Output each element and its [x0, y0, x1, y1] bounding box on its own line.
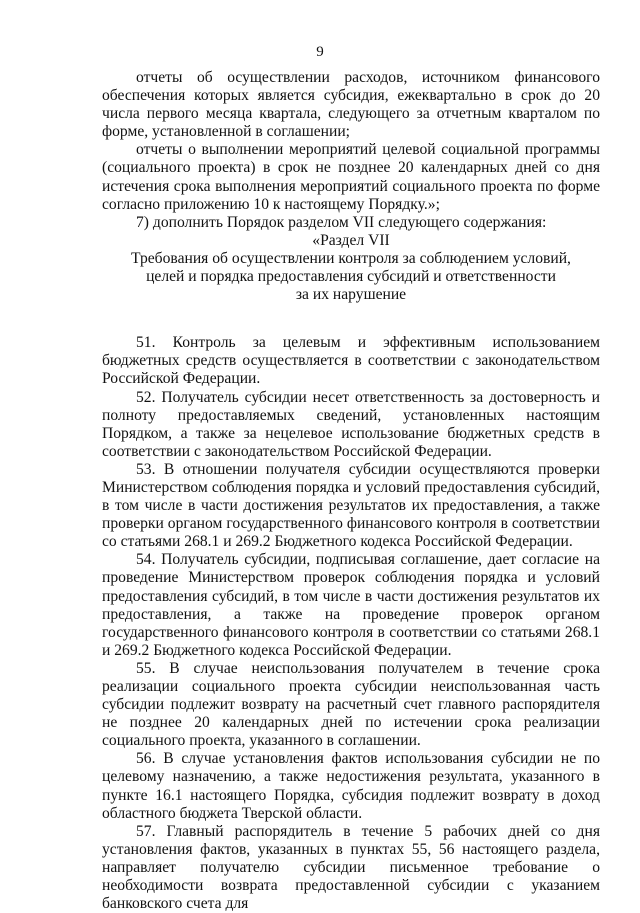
section-heading-line-2: целей и порядка предоставления субсидий и ответственности [146, 268, 556, 286]
paragraph-56: 56. В случае установления фактов использования субсидии не по целевому назначению, а также недостижения результата, указанного в пункте 16.1 настоящего Порядка, субсидия подлежит возврату в доход областного бюджета Тверской области. [102, 750, 600, 822]
paragraph-52: 52. Получатель субсидии несет ответственность за достоверность и полноту предоставляемых сведений, установленных настоящим Порядком, а также за нецелевое использование бюджетных средств в соответствии с законодательством Российской Федерации. [102, 388, 600, 460]
paragraph-57: 57. Главный распорядитель в течение 5 рабочих дней со дня установления фактов, указанных в пунктах 55, 56 настоящего раздела, направляет получателю субсидии письменное требование о необходимости возврата предоставленной субсидии с указанием банковского счета для [102, 822, 600, 913]
paragraph-53: 53. В отношении получателя субсидии осуществляются проверки Министерством соблюдения порядка и условий предоставления субсидий, в том числе в части достижения результатов их предоставления, а также проверки органом государственного финансового контроля в соответствии со статьями 268.1 и 269.2 Бюджетного кодекса Российской Федерации. [102, 460, 600, 551]
section-title: «Раздел VII [312, 231, 390, 249]
section-spacer [102, 304, 600, 334]
paragraph-51: 51. Контроль за целевым и эффективным использованием бюджетных средств осуществляется в соответствии с законодательством Российской Федерации. [102, 334, 600, 388]
section-heading-line-3: за их нарушение [295, 286, 407, 304]
page-number: 9 [316, 44, 324, 60]
document-body [102, 69, 600, 913]
section-heading-line-1: Требования об осуществлении контроля за соблюдением условий, [131, 249, 571, 267]
paragraph-amendment-7: 7) дополнить Порядок разделом VII следующего содержания: [136, 213, 547, 231]
paragraph-54: 54. Получатель субсидии, подписывая соглашение, дает согласие на проведение Министерством проверок соблюдения порядка и условий предоставления субсидий, в том числе в части достижения результатов их предоставления, а также на проведение проверок органом государственного финансового контроля в соответствии со статьями 268.1 и 269.2 Бюджетного кодекса Российской Федерации. [102, 551, 600, 659]
paragraph-55: 55. В случае неиспользования получателем в течение срока реализации социального проекта субсидии неиспользованная часть субсидии подлежит возврату на расчетный счет главного распорядителя не позднее 20 календарных дней по истечении срока реализации социального проекта, указанного в соглашении. [102, 659, 600, 750]
paragraph-expense-reports: отчеты об осуществлении расходов, источником финансового обеспечения которых является субсидия, ежеквартально в срок до 20 числа первого месяца квартала, следующего за отчетным кварталом по форме, установленной в соглашении; [102, 69, 600, 141]
paragraph-project-reports: отчеты о выполнении мероприятий целевой социальной программы (социального проекта) в срок не позднее 20 календарных дней со дня истечения срока выполнения мероприятий социального проекта по форме согласно приложению 10 к настоящему Порядку.»; [102, 141, 600, 213]
